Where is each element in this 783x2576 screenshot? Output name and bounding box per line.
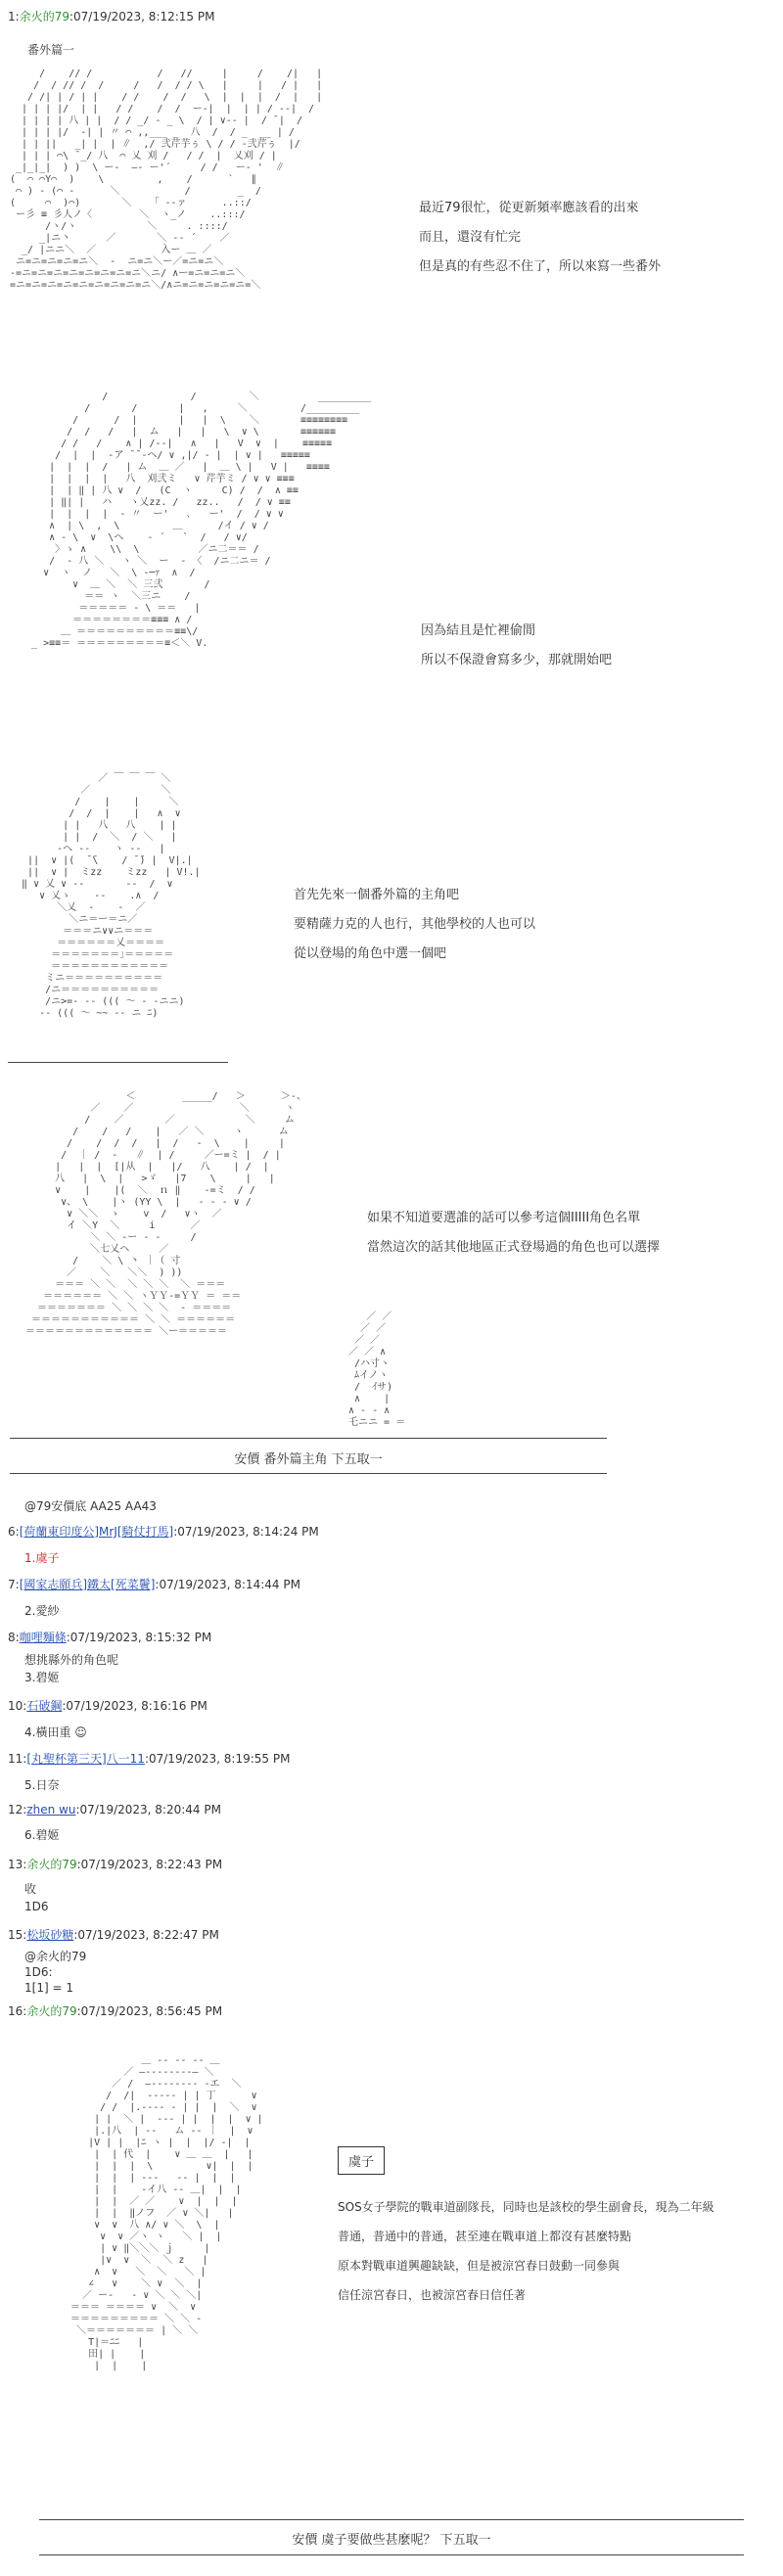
post-text: 4.橫田重 ☺ [24, 1725, 87, 1739]
post-time: :07/19/2023, 8:22:43 PM [76, 1858, 223, 1871]
post-header-1 [8, 8, 214, 24]
post-header [8, 1856, 634, 1872]
narration-line: 要精薩力克的人也行，其他學校的人也可以 [294, 917, 536, 932]
post-number: 7: [8, 1578, 20, 1591]
post-header [8, 1523, 634, 1540]
poster-name[interactable]: 余火的79 [26, 1858, 77, 1871]
narration-line: 但是真的有些忍不住了，所以來寫一些番外 [419, 259, 662, 274]
post-number: 16: [8, 2004, 27, 2018]
post-body [8, 1767, 634, 1794]
post-number: 6: [8, 1525, 20, 1539]
post-text: 5.日奈 [24, 1778, 60, 1792]
post-text: 2.愛紗 [24, 1604, 60, 1618]
post-text: 收 [24, 1882, 37, 1896]
list-item [8, 1803, 634, 1856]
description-line: SOS女子學院的戰車道副隊長，同時也是該校的學生副會長，現為二年級 [338, 2200, 714, 2214]
post-text: @余火的79 [24, 1950, 87, 1963]
post-header [8, 1697, 634, 1714]
narration-line: 而且，還沒有忙完 [419, 230, 522, 245]
post-text: 1.虞子 [24, 1551, 60, 1565]
ascii-art-2: / / ＼ _________ / / | , ＼ /_________ / / | | | \ ＼ ≡≡≡≡≡≡≡≡ / / / | ム | | \ ∨ \ ≡≡≡≡≡≡ / / / ∧ | /‐‐| ∧ | V ∨ | ≡≡≡≡≡ / | | ‐ア ̄ ̄ ‐ヘ/ ∨ ,|/ ‐ | | ∨ | ≡≡≡≡≡ | | | / | ム ＿ ／ | ＿ \ | V | ≡≡≡≡ | | | | 八 刈弐ミ ∨ 芹芋ミ / ∨ ∨ ≡≡≡ | | ‖ | 八 ∨ / (C ヽ C) / / ∧ ≡≡ | ‖| | ハ ヽ乂zz. / zz.. / / ∨ ≡≡ | | | | ‐ 〃 ー' ､ ー' / / ∨ ∨ ∧ | \ , \ ＿ /イ / ∨ / ∧ ‐ \ ∨ \ヘ ‐ ´ ` / / ∨/ 〉ゝ ∧ \\ \ ／ニ二＝＝ / / ‐ 八 ＼ ヽ ＼ ー ‐ 〈 /ニ二ニ＝ / ∨ ヽ ノ ＼ \ ‐─ｧ ∧ / ∨ ＿ ＼ ＼ 三弐 / ＝＝ ヽ ＼三ニ / ＝＝＝＝＝ ‐ \ ＝＝ | ＝＝＝＝＝＝＝＝≡≡≡ ∧ / ＿ ＝＝＝＝＝＝＝＝＝＝≡≡\/ _ >≡≡＝ ＝＝＝＝＝＝＝＝＝≡＜＼ V. [31, 391, 372, 649]
list-item [8, 1926, 634, 2002]
poster-name[interactable]: [荷蘭東印度公]MrJ[騎仗打馬] [19, 1525, 174, 1539]
divider [39, 2519, 744, 2520]
caption-2: 安價 虞子要做些甚麼呢？ 下五取一 [292, 2533, 491, 2548]
narration-line: 最近79很忙，從更新頻率應該看的出來 [419, 201, 639, 215]
ascii-art-3: ／ ￣ ￣ ￣ ＼ ／ ＼ / | | ＼ / / | | ∧ ∨ | | 八 八 | | | | / ＼ / ＼ | ‐ヘ ‐‐ ヽ ‐‐ | || ∨ |( ̄ ̄\ / ̄ ̄) | V|.| || ∨ | ミzz ミzz | V!.| ‖ ∨ 乂 ∨ ‐‐ ‐‐ / ∨ ∨ 乂ゝ ‐‐ .∧ / ＼乂 ‐ ‐ ／ ＼ニ＝ー＝ニ／ ＝＝＝ニ∨∨ニ＝＝＝ ＝＝＝＝＝＝乂＝＝＝＝ ＝＝＝＝＝＝＝｣＝＝＝＝＝ ＝＝＝＝＝＝＝＝＝＝＝＝ ミニ＝＝＝＝＝＝＝＝＝＝ /ニ＝＝＝＝＝＝＝＝＝＝ /ニ>=‐ ‐‐ ((( 〜 ‐ ‐ニニ) ‐‐ ((( 〜 ~~ ‐‐ ニ ﾆ) [22, 773, 201, 1019]
poster-name[interactable]: 余火的79 [19, 10, 69, 23]
list-item [8, 1629, 634, 1697]
post-text: 3.碧姬 [24, 1671, 60, 1684]
list-item [8, 1576, 634, 1629]
reply-list [8, 1523, 634, 2022]
post-text: 1D6: [24, 1965, 53, 1979]
poster-name[interactable]: 松坂砂糖 [26, 1928, 74, 1942]
post-body [8, 1592, 634, 1620]
ascii-art-4: ＜ _____/ ＞ ＞-、 ／ ／ ＼ ヽ / ／ ／ ＼ ム / / / | ／ ＼ ヽ ム / / / / | / ‐ \ | | / ｜ / ‐ ∥ | / ／ー=ミ | / | | | | [|从 | |/ 八 | / | 八 | \ | >ゞ |7 \ | | ∨ | |( ＼ ｎ ‖ -=ミ / / ∨、 \ |ヽ (YY \ | ‐ ‐ ‐ ∨ / ∨ ＼＼ ゝ v / ∨ヽ ／ イ ＼Y ＼ i ／ ＼ ＼ ‐ー ‐ ‐ / ＼七乂ヘ ／ / ＼ \ 丶 ｜（ 寸 ／ ＼ ＼＼ ) )) ＝＝＝ ＼ ＼ ＼ ＼ ＼ ＼ ＝＝＝ ＝＝＝＝＝＝ ＼ ＼ ヽＹＹ-=ＹＹ ＝ ＝＝ ＝＝＝＝＝＝＝ ＼ ＼ ＼ ＼ ‐ ＝＝＝＝ ＝＝＝＝＝＝＝＝＝＝＝ ＼ ＼ ＝＝＝＝＝＝ ＝＝＝＝＝＝＝＝＝＝＝＝＝ ＼ー＝＝＝＝＝ [25, 1091, 306, 1337]
post-header [8, 1926, 634, 1943]
narration-line: 所以不保證會寫多少，那就開始吧 [421, 653, 613, 667]
post-body [8, 1714, 634, 1741]
list-item [8, 1856, 634, 1926]
poster-name[interactable]: [國家志願兵]鐵太[死菜鬢] [19, 1578, 156, 1591]
post-title: 番外篇一 [27, 43, 75, 57]
post-header [8, 1750, 634, 1767]
description-line: 普通，普通中的普通，甚至連在戰車道上都沒有甚麼特點 [338, 2230, 632, 2243]
post-text: 1[1] = 1 [24, 1981, 73, 1995]
ascii-art-5: ＿ ‐‐ ‐‐ ‐‐ ＿ ／ ―‐‐‐‐‐‐‐‐― ＼ ／ / ―‐‐‐‐‐‐‐‐ ‐エ ＼ / /| ‐‐‐‐‐ | | 丁 ∨ / / |.‐‐‐‐ ‐ | | | ＼ ∨ | | ＼ | ‐‐‐ | | | | ∨ | |.|八 | ‐‐ ム ‐‐ ｜ | ∨ |V | | |ﾆ ヽ | | |/ ‐| | | | 代 | ∨ ＿ ＿ | | | | | \ ∨| | | | | | ‐‐‐ ‐‐ | | | | | ‐イ八 ‐‐ ＿| | | | | ／ ／ ∨ | | | | | ‖ノフ ／ ∨ ＼| | ∨ ∨ 八 ∧/ ∨ ＼ \ | ∨ ∨ ／ヽ ヽ ＼ | | | ∨ ‖＼＼＼ ｊ | |∨ ∨ ＼ ＼ z | ∧ ∨ ＼ ＼ ＼ | ∠ ∨ ＼ ∨ ＼ | ／ ー‐ ‐ ∨ ＼ ＼ ＼| ＝＝＝ ＝＝＝＝ ∨ ＼ ∨ ＝＝＝＝＝＝＝＝＝ ＼ ＼ ‐ ＼＝＝＝＝＝＝＝ | ＼ ＼ T|＝ﾆﾆ | 田| | | | | | [70, 2055, 263, 2371]
narration-block-2 [421, 617, 612, 675]
post-text: 6.碧姬 [24, 1828, 60, 1842]
divider [10, 1438, 607, 1439]
post-number: 1: [8, 10, 20, 23]
character-description [338, 2192, 714, 2310]
poster-name[interactable]: [丸聖杯第三天]八一11 [26, 1752, 145, 1766]
post-time: :07/19/2023, 8:14:44 PM [155, 1578, 300, 1591]
post-time: :07/19/2023, 8:19:55 PM [144, 1752, 291, 1766]
list-item [8, 2002, 634, 2022]
post-time: :07/19/2023, 8:14:24 PM [173, 1525, 319, 1539]
post-number: 11: [8, 1752, 27, 1766]
post-body [8, 1817, 634, 1844]
post-time: :07/19/2023, 8:12:15 PM [69, 10, 215, 23]
post-number: 8: [8, 1631, 20, 1644]
poster-name[interactable]: 余火的79 [26, 2004, 77, 2018]
divider [8, 1062, 228, 1063]
post-body [8, 1943, 634, 1996]
post-body [8, 1872, 634, 1915]
narration-line: 因為結且是忙裡偷閒 [421, 623, 536, 638]
post-number: 15: [8, 1928, 27, 1942]
caption-1: 安價 番外篇主角 下五取一 [234, 1452, 383, 1467]
character-name-box: 虞子 [338, 2146, 385, 2175]
list-item [8, 1750, 634, 1803]
narration-line: 如果不知道要選誰的話可以參考這個IIIII角色名單 [367, 1211, 641, 1225]
post-number: 13: [8, 1858, 27, 1871]
narration-block-1 [419, 194, 661, 282]
narration-line: 從以登場的角色中選一個吧 [294, 946, 447, 961]
poster-name[interactable]: zhen wu [26, 1803, 76, 1817]
post-time: :07/19/2023, 8:22:47 PM [73, 1928, 219, 1942]
post-body [8, 1540, 634, 1567]
description-line: 信任涼宮春日，也被涼宮春日信任著 [338, 2288, 527, 2302]
post-time: :07/19/2023, 8:16:16 PM [62, 1699, 207, 1713]
ascii-art-1: / // / / // | / /| | / / // / / / / / / \ | | / | | / /| | / | | / / / / \ | | | / | | | | | |/ | | / / / / ー‐| | | | / ‐‐| / | | | | 八 | | / / _/ ‐ _ \ / | ∨‐‐ | / ̄ | / | | | |/ ‐| | 〃 ⌒ ,,___ _ 八 / / _ __ | / | | || _| | | ∥ ,/ 弐芹芋ぅ \ / / ‐弐芹ぅ |/ | | | ⌒\ ̄ _/ 八 ⌒ 乂 刈 / / / | 乂刈 / | _|_|_| ) ) \ ー‐ ―- ー'´ / / ー‐ ' ∥ ( ⌒ ⌒Y⌒ ) \ , / ` ∥ ⌒ ) ‐ (⌒ ‐ ＼ / _ / ( ⌒ )⌒) ＼ 「 ‐‐ァ ..::/ ー彡 ≡ 彡人ノ〈 ＼ ヽ_ノ ..:::/ /ヽ/ヽ ＼ . ::::/ _|ニ丶 ／ ＼ -‐ ´ ／ _/ |ニニ＼ ／ 入ー ＿ ／ ニ=ニ=ニ=ニ=ニ＼ ‐ ニ=ニ＼ー／=ニ=ニ＼ -=ニ=ニ=ニ=ニ=ニ=ニ=ニ=ニ＼ニ/ ∧ー=ニ=ニ=ニ＼ =ニ=ニ=ニ=ニ=ニ=ニ=ニ=ニ=ニ＼/∧ニ=ニ=ニ=ニ=ニ=＼ [10, 69, 323, 291]
post-number: 12: [8, 1803, 27, 1817]
narration-block-3 [294, 881, 535, 969]
narration-block-4 [367, 1204, 660, 1263]
list-item [8, 1523, 634, 1576]
post-header [8, 1803, 634, 1817]
post-number: 10: [8, 1699, 27, 1713]
divider [10, 1473, 607, 1474]
narration-line: 當然這次的話其他地區正式登場過的角色也可以選擇 [367, 1240, 661, 1255]
anchor-line: @79安價底 AA25 AA43 [24, 1499, 157, 1513]
post-header [8, 1629, 634, 1645]
ascii-art-hand: ／ ／ ／ ／ ／ ／ ／ ／ ∧ /ハ寸ヽ ﾑイノヽ / ｲサ) ∧ | ∧ ‐ ‐ ∧ 乇ニニ = ＝ [348, 1311, 406, 1428]
description-line: 原本對戰車道興趣缺缺，但是被涼宮春日鼓動一同參與 [338, 2259, 621, 2273]
post-header [8, 1576, 634, 1592]
list-item [8, 1697, 634, 1750]
divider [39, 2554, 744, 2555]
post-time: :07/19/2023, 8:15:32 PM [66, 1631, 212, 1644]
post-time: :07/19/2023, 8:56:45 PM [76, 2004, 223, 2018]
post-text: 想挑縣外的角色呢 [24, 1653, 119, 1667]
narration-line: 首先先來一個番外篇的主角吧 [294, 888, 460, 902]
poster-name[interactable]: 石破鋼 [26, 1699, 63, 1713]
post-time: :07/19/2023, 8:20:44 PM [75, 1803, 221, 1817]
post-body [8, 1645, 634, 1686]
post-header [8, 2002, 634, 2019]
post-text: 1D6 [24, 1900, 49, 1913]
poster-name[interactable]: 咖哩麵條 [19, 1631, 67, 1644]
